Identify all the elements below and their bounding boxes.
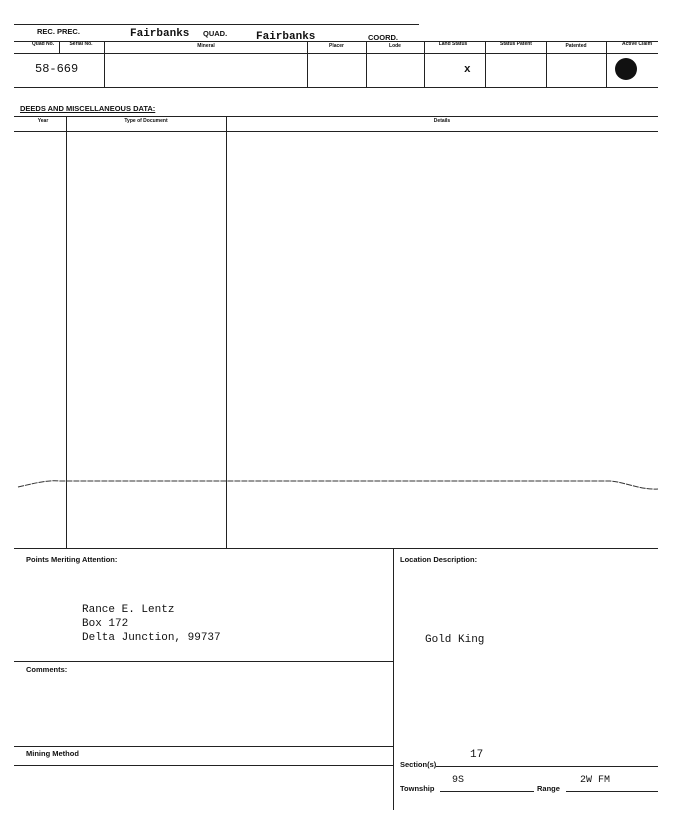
col-land-status: Land Status (438, 41, 468, 47)
range-underline (566, 791, 658, 792)
header-divider (606, 41, 607, 87)
rec-prec-value: Fairbanks (130, 28, 190, 40)
township-value: 9S (452, 775, 465, 786)
deeds-header-rule (14, 131, 658, 132)
mining-bottom-rule (14, 765, 393, 766)
col-active-claim: Active Claim (622, 41, 653, 47)
points-line-2: Box 172 (82, 618, 129, 630)
col-type-of-document: Type of Document (124, 118, 168, 124)
header-column-rule (14, 53, 658, 54)
comments-rule (14, 661, 393, 662)
land-status-mark: x (464, 64, 471, 76)
col-lode: Lode (389, 43, 401, 49)
fold-line (0, 470, 678, 500)
record-number: 58-669 (35, 62, 79, 76)
quad-label: QUAD. (203, 29, 228, 38)
points-line-1: Rance E. Lentz (82, 604, 175, 616)
township-label: Township (400, 784, 435, 793)
points-label: Points Meriting Attention: (26, 555, 118, 564)
rec-prec-label: REC. PREC. (37, 27, 80, 36)
deeds-top-rule (14, 116, 658, 117)
coord-label: COORD. (368, 33, 398, 42)
deeds-section-title: DEEDS AND MISCELLANEOUS DATA: (20, 104, 156, 113)
township-underline (440, 791, 534, 792)
active-claim-dot (615, 58, 637, 80)
header-mid-rule (14, 41, 658, 42)
mining-method-label: Mining Method (26, 749, 79, 758)
location-label: Location Description: (400, 555, 478, 564)
col-quad-no: Quad No. (31, 41, 55, 47)
col-year: Year (37, 118, 49, 124)
col-status-patent: Status Patent (500, 41, 532, 47)
col-mineral: Mineral (197, 43, 215, 49)
points-line-3: Delta Junction, 99737 (82, 632, 221, 644)
section-value: 17 (470, 749, 484, 761)
col-placer: Placer (328, 43, 344, 49)
location-value: Gold King (425, 634, 485, 646)
header-bottom-rule (14, 87, 658, 88)
col-patented: Patented (565, 43, 587, 49)
lower-divider (393, 548, 394, 810)
col-details: Details (433, 118, 451, 124)
header-top-rule (14, 24, 419, 25)
header-divider (485, 41, 486, 87)
range-label: Range (537, 784, 560, 793)
col-serial-no: Serial No. (69, 41, 93, 47)
comments-label: Comments: (26, 665, 68, 674)
range-value: 2W FM (580, 775, 611, 786)
section-label: Section(s) (400, 760, 437, 769)
section-underline (436, 766, 658, 767)
quad-value: Fairbanks (256, 31, 316, 43)
header-divider (424, 41, 425, 87)
deeds-bottom-rule (14, 548, 658, 549)
mining-rule (14, 746, 393, 747)
header-divider (59, 41, 60, 53)
